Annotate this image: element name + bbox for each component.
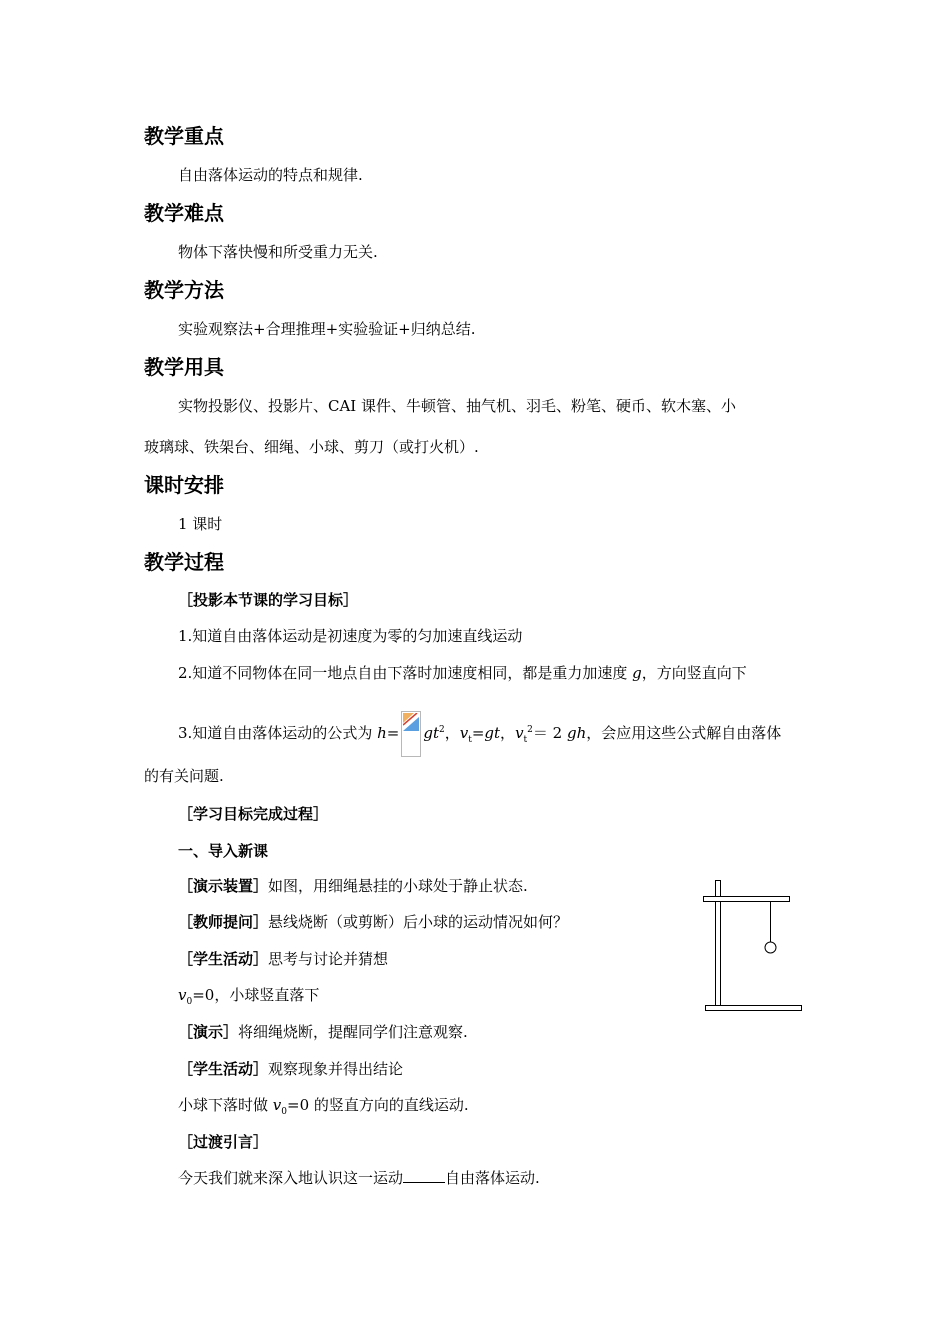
difficulties-text: 物体下落快慢和所受重力无关. xyxy=(178,243,378,261)
ball xyxy=(765,942,776,953)
goal-item-3-continued: 的有关问题. xyxy=(144,767,224,785)
heading-key-points: 教学重点 xyxy=(144,124,224,148)
transition-label: ［过渡引言］ xyxy=(178,1133,269,1151)
goals-header: ［投影本节课的学习目标］ xyxy=(178,591,359,609)
methods-text: 实验观察法+合理推理+实验验证+归纳总结. xyxy=(178,320,476,338)
tools-text-line2: 玻璃球、铁架台、细绳、小球、剪刀（或打火机）. xyxy=(144,438,479,456)
student-activity-1: ［学生活动］思考与讨论并猜想 xyxy=(178,950,389,968)
student-activity-2: ［学生活动］观察现象并得出结论 xyxy=(178,1060,404,1078)
part1-title: 一、导入新课 xyxy=(178,842,269,860)
heading-process: 教学过程 xyxy=(144,550,224,574)
broken-image-icon xyxy=(401,711,421,757)
tools-text-line1: 实物投影仪、投影片、CAI 课件、牛顿管、抽气机、羽毛、粉笔、硬币、软木塞、小 xyxy=(178,397,737,415)
goal-item-3: 3.知道自由落体运动的公式为 h= $gt^2$，$v_t=gt$，$v_t^2= 2$ gh，会应用这些公式解自由落体 xyxy=(178,711,781,757)
heading-schedule: 课时安排 xyxy=(144,473,224,497)
process-header: ［学习目标完成过程］ xyxy=(178,805,329,823)
closing-text: 今天我们就来深入地认识这一运动 自由落体运动. xyxy=(178,1169,540,1187)
stand-base xyxy=(706,1006,802,1011)
stand-arm xyxy=(704,897,790,902)
demo-burn: ［演示］将细绳烧断，提醒同学们注意观察. xyxy=(178,1023,468,1041)
heading-tools: 教学用具 xyxy=(144,355,224,379)
teacher-question: ［教师提问］悬线烧断（或剪断）后小球的运动情况如何？ xyxy=(178,913,569,931)
v0-guess: $v_0=0$，小球竖直落下 xyxy=(178,986,320,1007)
heading-methods: 教学方法 xyxy=(144,278,224,302)
fill-in-blank xyxy=(403,1168,445,1183)
result-text: 小球下落时做 $v_0=0$ 的竖直方向的直线运动. xyxy=(178,1096,469,1117)
schedule-text: 1 课时 xyxy=(178,515,223,533)
goal-item-1: 1.知道自由落体运动是初速度为零的匀加速直线运动 xyxy=(178,627,523,645)
heading-difficulties: 教学难点 xyxy=(144,201,224,225)
demo-setup: ［演示装置］如图，用细绳悬挂的小球处于静止状态. xyxy=(178,877,528,895)
goal-item-2: 2.知道不同物体在同一地点自由下落时加速度相同，都是重力加速度 g，方向竖直向下 xyxy=(178,664,747,682)
pendulum-stand-figure xyxy=(700,876,806,1016)
key-points-text: 自由落体运动的特点和规律. xyxy=(178,166,363,184)
